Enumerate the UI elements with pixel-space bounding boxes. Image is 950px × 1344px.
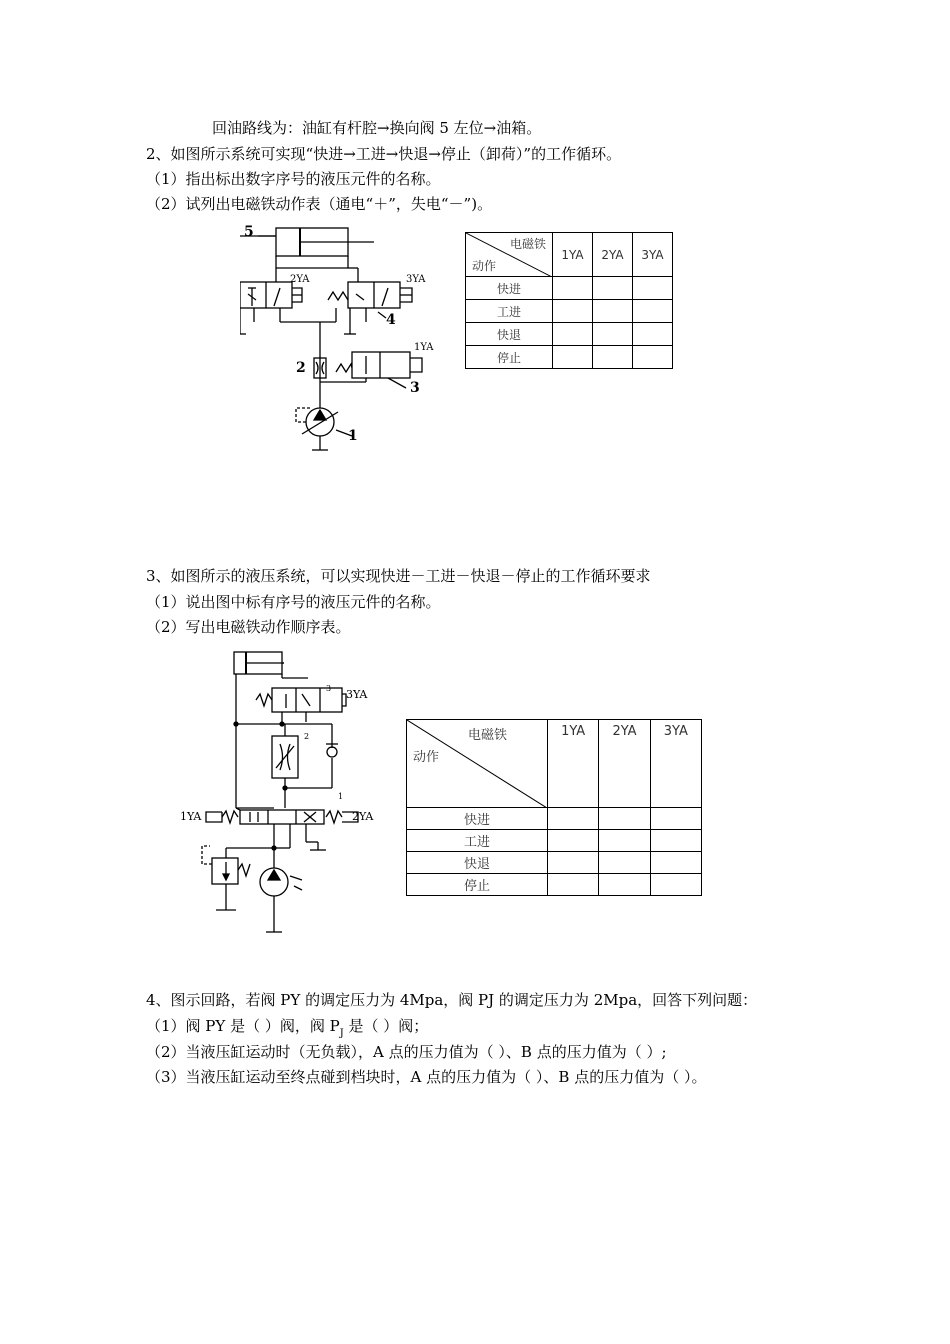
header-action: 动作 bbox=[413, 750, 440, 765]
label-1ya-q3: 1YA bbox=[180, 810, 202, 823]
label-3ya-q3: 3YA bbox=[346, 688, 368, 701]
question-3-part-1: （1）说出图中标有序号的液压元件的名称。 bbox=[146, 593, 441, 611]
table-cell bbox=[548, 874, 599, 896]
row-label: 快退 bbox=[407, 852, 548, 874]
col-header: 3YA bbox=[650, 720, 701, 808]
header-action: 动作 bbox=[472, 259, 497, 273]
col-header: 2YA bbox=[593, 233, 633, 277]
table-cell bbox=[633, 346, 673, 369]
table-cell bbox=[593, 346, 633, 369]
row-label: 停止 bbox=[407, 874, 548, 896]
row-label: 停止 bbox=[466, 346, 553, 369]
table-cell bbox=[593, 300, 633, 323]
solenoid-table-q3 bbox=[406, 719, 702, 896]
label-n5: 5 bbox=[244, 224, 254, 240]
table-cell bbox=[553, 277, 593, 300]
header-electromagnet: 电磁铁 bbox=[467, 728, 507, 743]
table-cell bbox=[650, 874, 701, 896]
table-cell bbox=[553, 323, 593, 346]
table-cell bbox=[650, 808, 701, 830]
table-cell bbox=[633, 300, 673, 323]
label-n3-q3: 3 bbox=[326, 684, 332, 693]
question-4-part-3: （3）当液压缸运动至终点碰到档块时，A 点的压力值为（ ）、B 点的压力值为（ ）。 bbox=[146, 1068, 707, 1086]
col-header: 1YA bbox=[553, 233, 593, 277]
table-header-diagonal bbox=[407, 720, 548, 808]
table-cell bbox=[599, 830, 650, 852]
table-cell bbox=[650, 830, 701, 852]
return-path-line: 回油路线为：油缸有杆腔→换向阀 5 左位→油箱。 bbox=[212, 119, 542, 137]
header-electromagnet: 电磁铁 bbox=[509, 237, 546, 251]
hydraulic-circuit-figure-q2 bbox=[240, 222, 440, 454]
question-2-title: 2、如图所示系统可实现“快进→工进→快退→停止（卸荷）”的工作循环。 bbox=[146, 145, 622, 163]
table-cell bbox=[599, 874, 650, 896]
question-4-part-2: （2）当液压缸运动时（无负载），A 点的压力值为（ ）、B 点的压力值为（ ）; bbox=[146, 1043, 667, 1061]
label-n3: 3 bbox=[410, 380, 420, 396]
table-cell bbox=[650, 852, 701, 874]
q4-part1-prefix: （1）阀 PY 是（ ）阀，阀 P bbox=[146, 1017, 340, 1035]
col-header: 3YA bbox=[633, 233, 673, 277]
label-2ya-q3: 2YA bbox=[352, 810, 374, 823]
table-cell bbox=[548, 852, 599, 874]
question-4-part-1 bbox=[146, 1016, 428, 1039]
subscript-j: J bbox=[339, 1028, 344, 1039]
table-cell bbox=[633, 323, 673, 346]
question-4-title: 4、图示回路，若阀 PY 的调定压力为 4Mpa，阀 PJ 的调定压力为 2Mpa，回答下列问题： bbox=[146, 991, 758, 1009]
question-3-part-2: （2）写出电磁铁动作顺序表。 bbox=[146, 618, 351, 636]
table-cell bbox=[548, 808, 599, 830]
table-header-diagonal bbox=[466, 233, 553, 277]
label-n2: 2 bbox=[296, 360, 306, 376]
row-label: 快进 bbox=[466, 277, 553, 300]
label-n2-q3: 2 bbox=[304, 732, 310, 741]
table-cell bbox=[553, 346, 593, 369]
row-label: 工进 bbox=[407, 830, 548, 852]
table-cell bbox=[548, 830, 599, 852]
table-cell bbox=[553, 300, 593, 323]
label-2ya: 2YA bbox=[290, 274, 310, 285]
row-label: 快进 bbox=[407, 808, 548, 830]
label-n1: 1 bbox=[348, 428, 358, 444]
row-label: 工进 bbox=[466, 300, 553, 323]
table-cell bbox=[633, 277, 673, 300]
table-cell bbox=[593, 323, 633, 346]
label-n4: 4 bbox=[386, 312, 396, 328]
col-header: 2YA bbox=[599, 720, 650, 808]
table-cell bbox=[593, 277, 633, 300]
question-3-title: 3、如图所示的液压系统，可以实现快进－工进－快退－停止的工作循环要求 bbox=[146, 567, 651, 585]
hydraulic-circuit-figure-q3 bbox=[180, 648, 386, 938]
solenoid-table-q2 bbox=[465, 232, 673, 369]
label-1ya: 1YA bbox=[414, 342, 434, 353]
question-2-part-2: （2）试列出电磁铁动作表（通电“＋”，失电“－”)。 bbox=[146, 195, 493, 213]
q4-part1-suffix: 是（ ）阀； bbox=[343, 1017, 429, 1035]
col-header: 1YA bbox=[548, 720, 599, 808]
question-2-part-1: （1）指出标出数字序号的液压元件的名称。 bbox=[146, 170, 441, 188]
table-cell bbox=[599, 852, 650, 874]
table-cell bbox=[599, 808, 650, 830]
label-3ya: 3YA bbox=[406, 274, 426, 285]
row-label: 快退 bbox=[466, 323, 553, 346]
label-n1-q3: 1 bbox=[338, 792, 344, 801]
